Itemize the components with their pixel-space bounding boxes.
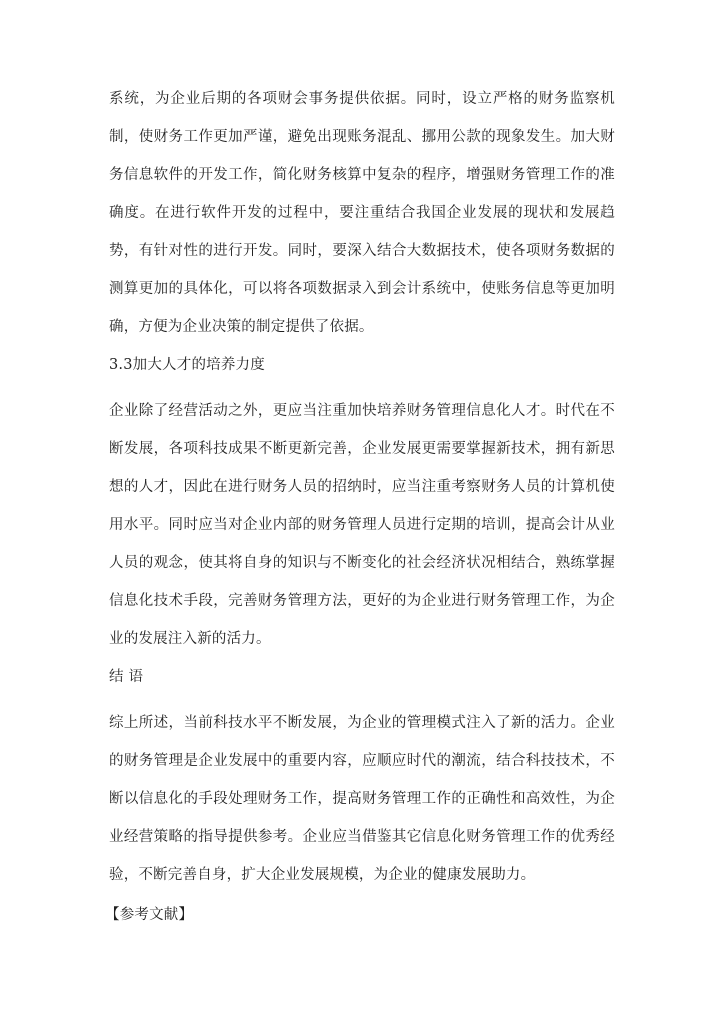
paragraph-1-line-2: 制，使财务工作更加严谨，避免出现账务混乱、挪用公款的现象发生。加大财	[109, 129, 615, 145]
paragraph-2-line-2: 断发展，各项科技成果不断更新完善，企业发展更需要掌握新技术，拥有新思	[109, 441, 615, 457]
paragraph-2-line-5: 人员的观念，使其将自身的知识与不断变化的社会经济状况相结合，熟练掌握	[109, 555, 615, 571]
paragraph-1-line-3: 务信息软件的开发工作，简化财务核算中复杂的程序，增强财务管理工作的准	[109, 167, 615, 183]
paragraph-1-line-7: 确，方便为企业决策的制定提供了依据。	[109, 319, 374, 335]
paragraph-2-line-7: 业的发展注入新的活力。	[109, 631, 271, 647]
paragraph-3-line-1: 综上所述，当前科技水平不断发展，为企业的管理模式注入了新的活力。企业	[109, 715, 615, 731]
paragraph-3-line-5: 验，不断完善自身，扩大企业发展规模，为企业的健康发展助力。	[109, 867, 536, 883]
paragraph-3-line-4: 业经营策略的指导提供参考。企业应当借鉴其它信息化财务管理工作的优秀经	[109, 829, 615, 845]
references-heading: 【参考文献】	[105, 907, 194, 923]
paragraph-2-line-6: 信息化技术手段，完善财务管理方法，更好的为企业进行财务管理工作，为企	[109, 593, 615, 609]
paragraph-2-line-3: 想的人才，因此在进行财务人员的招纳时，应当注重考察财务人员的计算机使	[109, 479, 615, 495]
paragraph-1-line-4: 确度。在进行软件开发的过程中，要注重结合我国企业发展的现状和发展趋	[109, 205, 615, 221]
conclusion-heading: 结 语	[109, 669, 144, 685]
paragraph-2-line-1: 企业除了经营活动之外，更应当注重加快培养财务管理信息化人才。时代在不	[109, 403, 615, 419]
paragraph-2-line-4: 用水平。同时应当对企业内部的财务管理人员进行定期的培训，提高会计从业	[109, 517, 615, 533]
paragraph-3-line-2: 的财务管理是企业发展中的重要内容，应顺应时代的潮流，结合科技技术，不	[109, 753, 615, 769]
paragraph-1-line-6: 测算更加的具体化，可以将各项数据录入到会计系统中，使账务信息等更加明	[109, 281, 615, 297]
section-heading: 3.3加大人才的培养力度	[109, 357, 265, 373]
paragraph-1-line-5: 势，有针对性的进行开发。同时，要深入结合大数据技术，使各项财务数据的	[109, 243, 615, 259]
paragraph-3-line-3: 断以信息化的手段处理财务工作，提高财务管理工作的正确性和高效性，为企	[109, 791, 615, 807]
paragraph-1-line-1: 系统，为企业后期的各项财会事务提供依据。同时，设立严格的财务监察机	[109, 91, 615, 107]
